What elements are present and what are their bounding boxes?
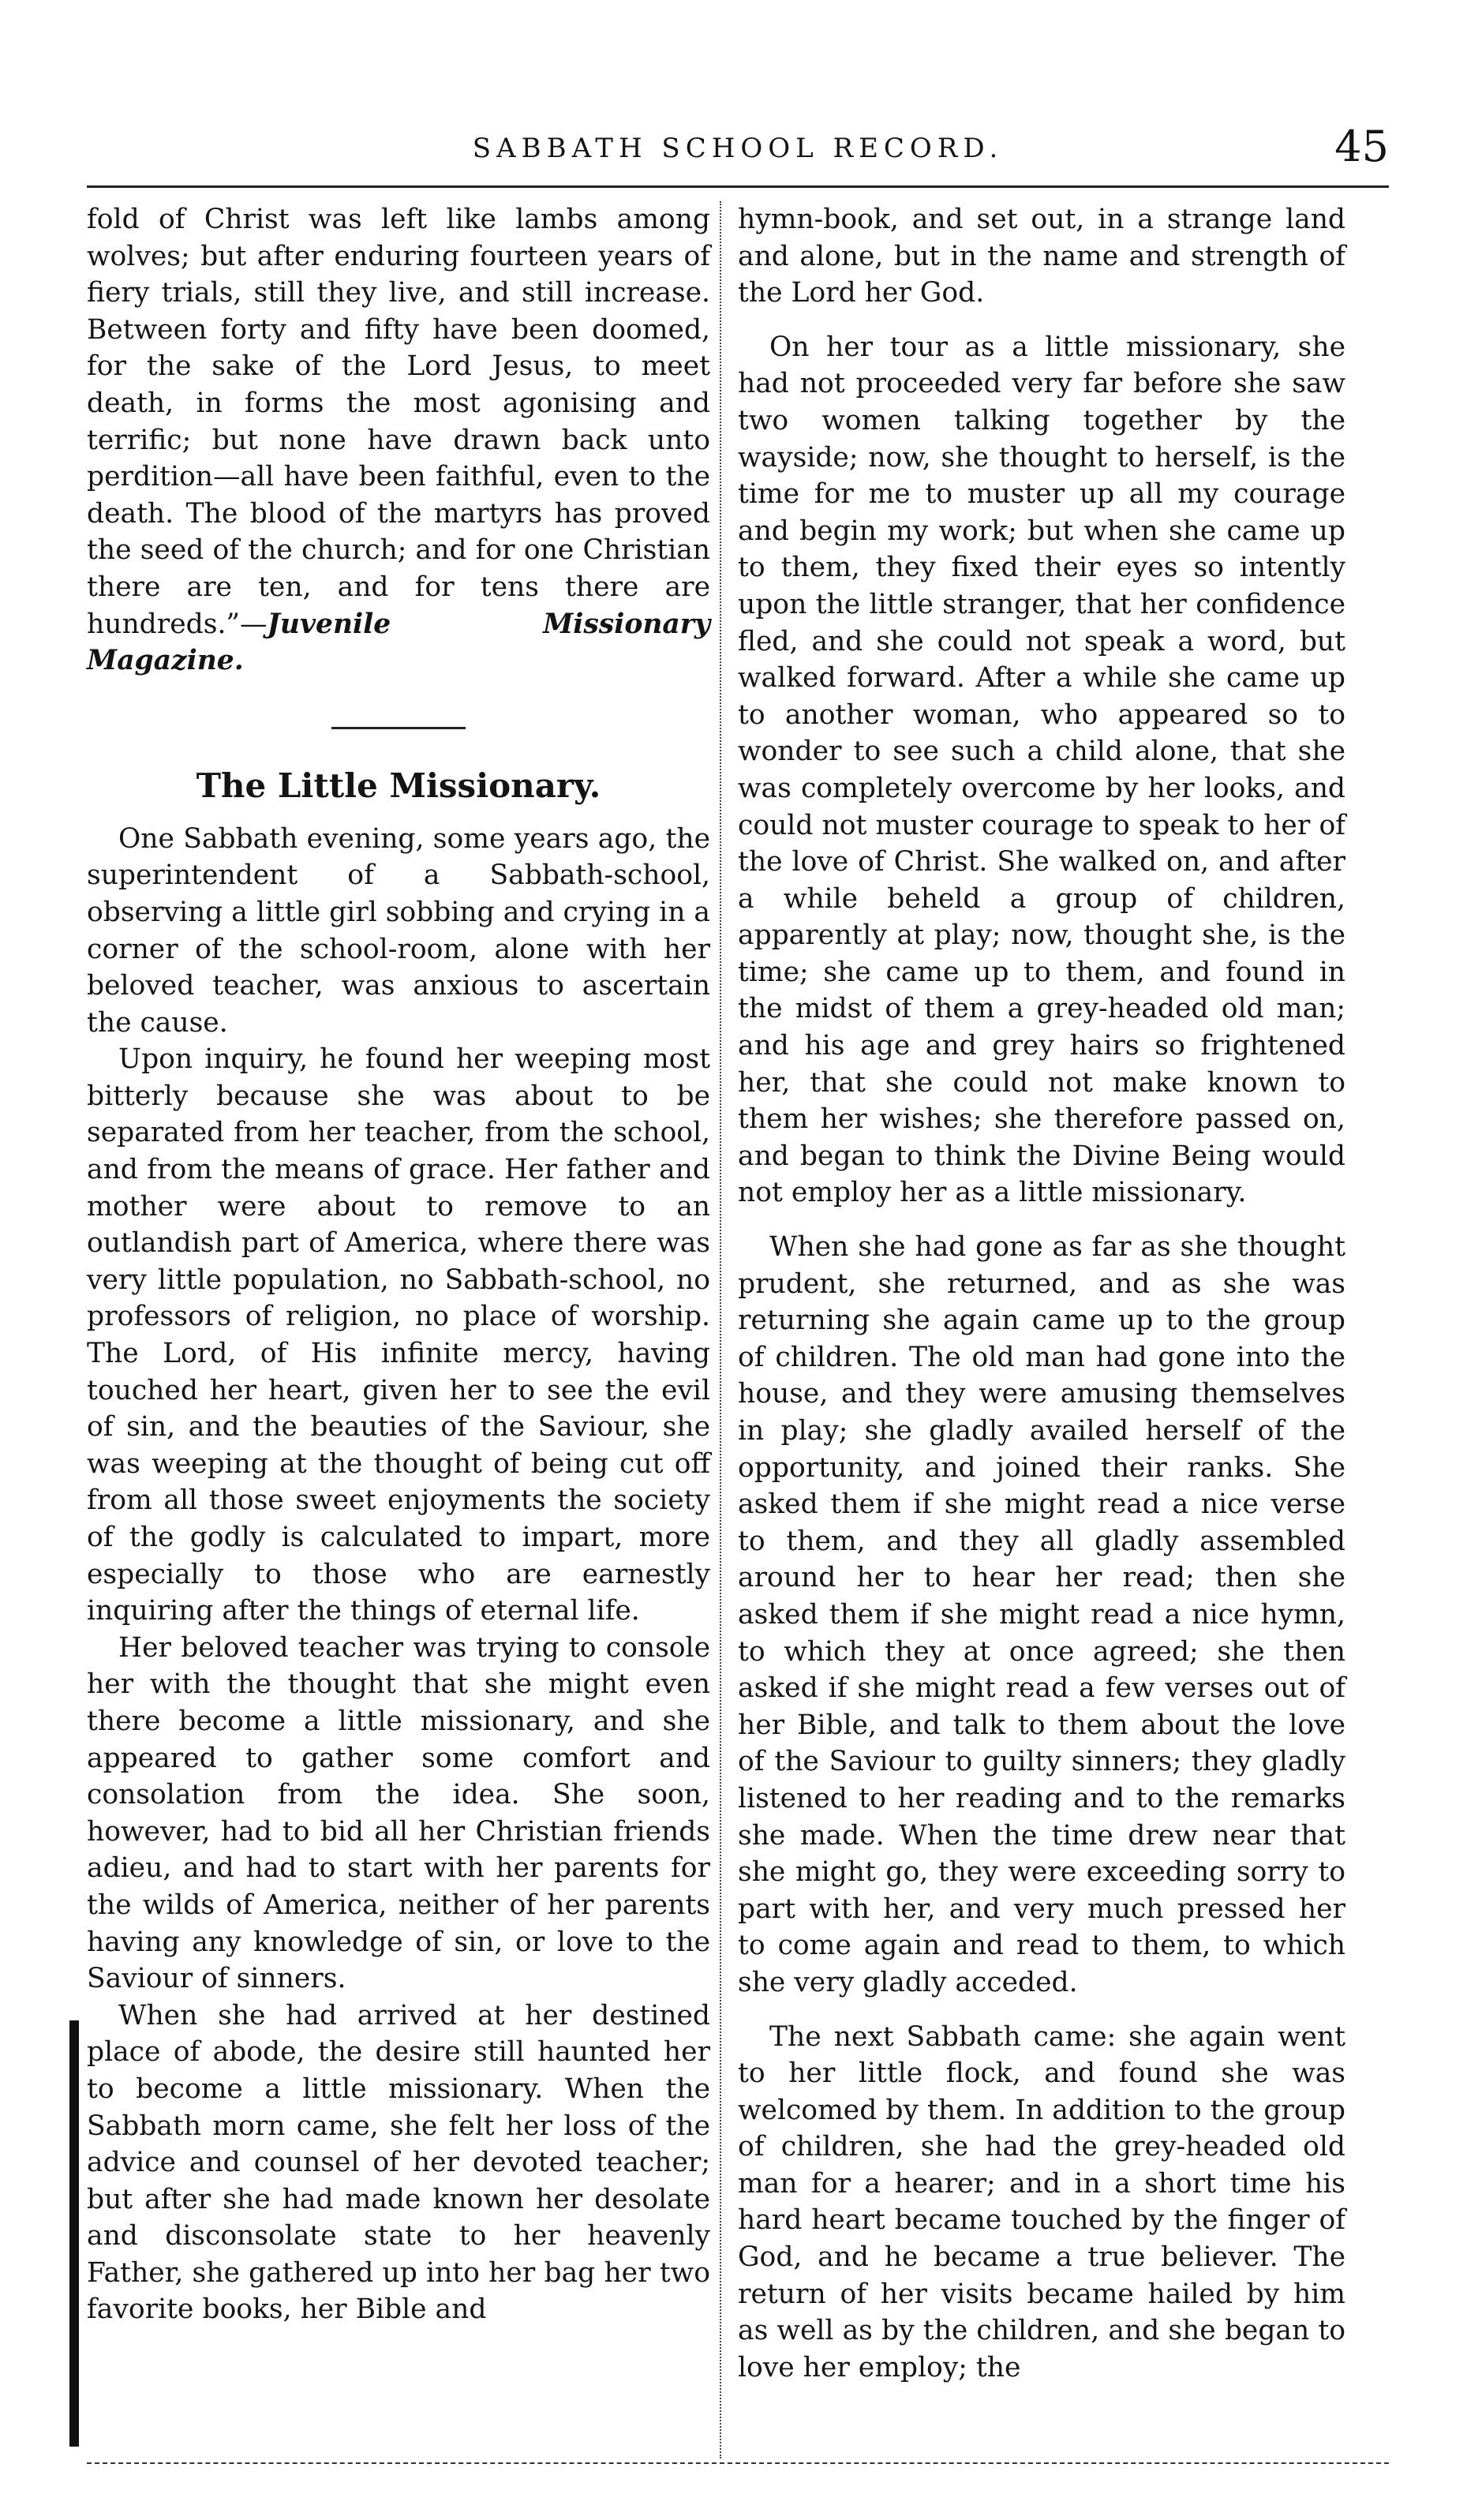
section-title: The Little Missionary.	[196, 766, 601, 805]
section-divider	[331, 727, 466, 729]
right-paragraph-2: On her tour as a little missionary, she had not proceeded very far before she saw two women talking together by the wayside; now, she thought to herself, is the time for me to muster up all my courage and begin my work; but when she came up to them, they fixed their eyes so intently upon the little stranger, that her confidence fled, and she could not speak a word, but walked forward. After a while she came up to another woman, who appeared so to wonder to see such a child alone, that she was completely overcome by her looks, and could not muster courage to speak to her of the love of Christ. She walked on, and after a while beheld a group of children, apparently at play; now, thought she, is the time; she came up to them, and found in the midst of them a grey-headed old man; and his age and grey hairs so frightened her, that she could not make known to them her wishes; she therefore passed on, and began to think the Divine Being would not employ her as a little missionary.	[738, 331, 1345, 1209]
running-title: SABBATH SCHOOL RECORD.	[472, 133, 1004, 164]
right-paragraph-3: When she had gone as far as she thought prudent, she returned, and as she was returning she again came up to the group of children. The old man had gone into the house, and they were amusing themselves in play; she gladly availed herself of the opportunity, and joined their ranks. She asked them if she might read a nice verse to them, and they all gladly assembled around her to hear her read; then she asked them if she might read a nice hymn, to which they at once agreed; she then asked if she might read a few verses out of her Bible, and talk to them about the love of the Saviour to guilty sinners; they gladly listened to her reading and to the remarks she made. When the time drew near that she might go, they were exceeding sorry to part with her, and very much pressed her to come again and read to them, to which she very gladly acceded.	[738, 1231, 1345, 1998]
left-paragraph-2: One Sabbath evening, some years ago, the superintendent of a Sabbath-school, observing a little girl sobbing and crying in a corner of the school-room, alone with her beloved teacher, was anxious to ascertain the cause.	[87, 822, 710, 1039]
right-column	[738, 201, 1345, 2386]
binding-edge-shadow	[69, 2020, 79, 2447]
left-paragraph-5: When she had arrived at her destined place of abode, the desire still haunted her to become a little missionary. When the Sabbath morn came, she felt her loss of the advice and counsel of her devoted teacher; but after she had made known her desolate and disconsolate state to her heavenly Father, she gathered up into her bag her two favorite books, her Bible and	[87, 1999, 710, 2326]
source-attribution: Juvenile Missionary Magazine.	[87, 608, 710, 677]
left-paragraph-3: Upon inquiry, he found her weeping most bitterly because she was about to be separated from her teacher, from the school, and from the means of grace. Her father and mother were about to remove to an outlandish part of America, where there was very little population, no Sabbath-school, no professors of religion, no place of worship. The Lord, of His infinite mercy, having touched her heart, given her to see the evil of sin, and the beauties of the Saviour, she was weeping at the thought of being cut off from all those sweet enjoyments the society of the godly is calculated to impart, more especially to those who are earnestly inquiring after the things of eternal life.	[87, 1043, 710, 1627]
header-rule	[87, 185, 1389, 188]
right-paragraph-1: hymn-book, and set out, in a strange land and alone, but in the name and strength of the Lord her God.	[738, 204, 1345, 309]
page-number: 45	[1334, 122, 1389, 171]
column-divider	[720, 201, 721, 2458]
page-header	[87, 118, 1389, 174]
left-paragraph-1-text: fold of Christ was left like lambs among wolves; but after enduring fourteen years of fiery trials, still they live, and still increase. Between forty and fifty have been doomed, for the sake of the Lord Jesus, to meet death, in forms the most agonising and terrific; but none have drawn back unto perdition—all have been faithful, even to the death. The blood of the martyrs has proved the seed of the church; and for one Christian there are ten, and for tens there are hundreds.”—	[87, 204, 710, 640]
right-paragraph-4: The next Sabbath came: she again went to her little flock, and found she was welcomed by them. In addition to the group of children, she had the grey-headed old man for a hearer; and in a short time his hard heart became touched by the finger of God, and he became a true believer. The return of her visits became hailed by him as well as by the children, and she began to love her employ; the	[738, 2020, 1345, 2383]
left-column	[87, 201, 710, 2328]
left-paragraph-1	[87, 201, 710, 680]
left-paragraph-4: Her beloved teacher was trying to console her with the thought that she might even there become a little missionary, and she appeared to gather some comfort and consolation from the idea. She soon, however, had to bid all her Christian friends adieu, and had to start with her parents for the wilds of America, neither of her parents having any knowledge of sin, or love to the Saviour of sinners.	[87, 1631, 710, 1995]
footer-rule	[87, 2462, 1389, 2464]
